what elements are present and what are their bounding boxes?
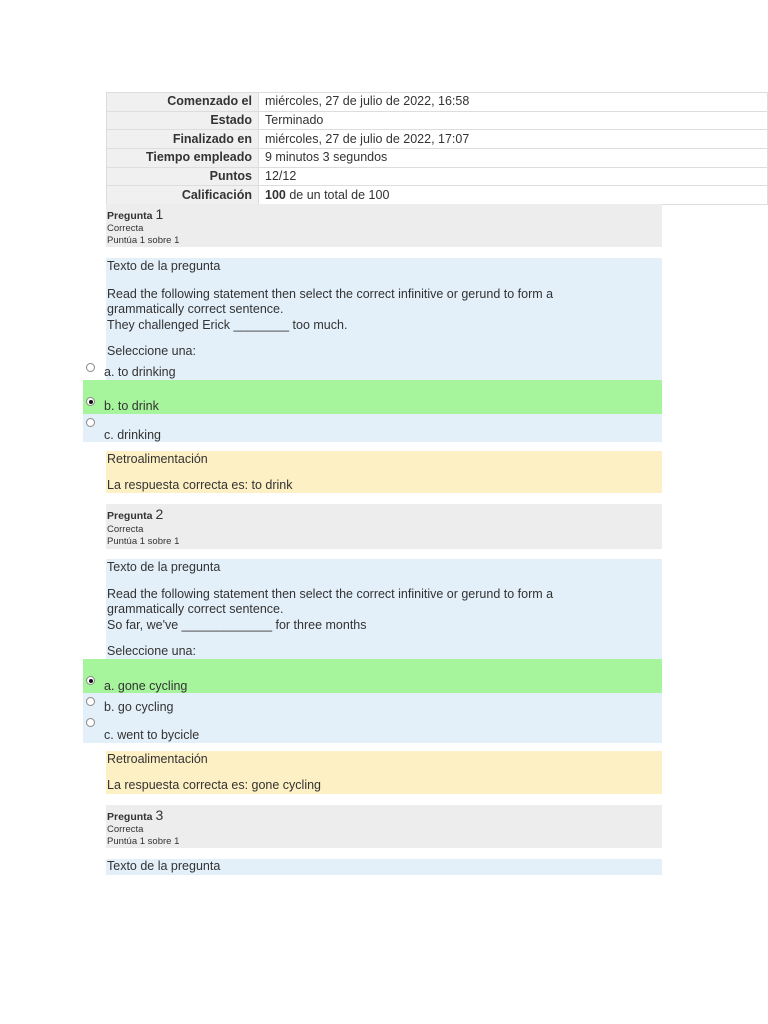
select-prompt: Seleccione una: <box>107 644 196 658</box>
select-prompt: Seleccione una: <box>107 344 196 358</box>
grade-value: 100 <box>265 187 286 202</box>
summary-value: 9 minutos 3 segundos <box>259 149 768 168</box>
summary-row <box>107 93 768 112</box>
question-score: Puntúa 1 sobre 1 <box>107 836 180 847</box>
question-label: Pregunta <box>107 811 153 823</box>
question-score: Puntúa 1 sobre 1 <box>107 235 180 246</box>
question-2-feedback <box>106 751 662 794</box>
option-row-selected[interactable] <box>83 380 662 414</box>
summary-value: 12/12 <box>259 167 768 186</box>
option-radio-a[interactable] <box>86 363 95 372</box>
summary-label: Estado <box>107 111 259 130</box>
question-text-heading: Texto de la pregunta <box>107 259 221 273</box>
summary-label: Calificación <box>107 186 259 205</box>
question-3-content <box>106 859 662 875</box>
option-label-a[interactable]: a. gone cycling <box>104 679 188 693</box>
question-number: 2 <box>155 506 164 522</box>
summary-value: Terminado <box>259 111 768 130</box>
question-statement: They challenged Erick ________ too much. <box>107 318 348 332</box>
summary-row <box>107 111 768 130</box>
question-number: 3 <box>155 807 164 823</box>
grade-total: de un total de 100 <box>285 187 390 202</box>
option-row <box>83 414 662 442</box>
question-number: 1 <box>155 206 164 222</box>
question-statement: Read the following statement then select the correct infinitive or gerund to form a <box>107 587 554 601</box>
question-3-info <box>106 805 662 848</box>
option-label-c[interactable]: c. went to bycicle <box>104 728 200 742</box>
option-label-a[interactable]: a. to drinking <box>104 365 176 379</box>
option-label-b[interactable]: b. go cycling <box>104 700 174 714</box>
question-2-info <box>106 504 662 549</box>
summary-value: miércoles, 27 de julio de 2022, 16:58 <box>259 93 768 112</box>
option-radio-b[interactable] <box>86 697 95 706</box>
summary-label: Tiempo empleado <box>107 149 259 168</box>
feedback-text: La respuesta correcta es: gone cycling <box>107 778 322 792</box>
question-statement: grammatically correct sentence. <box>107 302 284 316</box>
summary-label: Finalizado en <box>107 130 259 149</box>
summary-row <box>107 186 768 205</box>
question-score: Puntúa 1 sobre 1 <box>107 536 180 547</box>
feedback-text: La respuesta correcta es: to drink <box>107 478 293 492</box>
option-radio-c[interactable] <box>86 718 95 727</box>
question-label: Pregunta <box>107 510 153 522</box>
question-status: Correcta <box>107 524 144 535</box>
question-1-feedback <box>106 451 662 493</box>
summary-label: Comenzado el <box>107 93 259 112</box>
question-statement: grammatically correct sentence. <box>107 602 284 616</box>
question-1-content <box>106 258 662 380</box>
option-label-c[interactable]: c. drinking <box>104 428 161 442</box>
option-radio-b[interactable] <box>86 397 95 406</box>
feedback-heading: Retroalimentación <box>107 452 208 466</box>
summary-row <box>107 149 768 168</box>
question-statement: So far, we've _____________ for three months <box>107 618 367 632</box>
question-label: Pregunta <box>107 210 153 222</box>
summary-row <box>107 130 768 149</box>
option-radio-c[interactable] <box>86 418 95 427</box>
question-status: Correcta <box>107 223 144 234</box>
question-text-heading: Texto de la pregunta <box>107 859 221 873</box>
summary-label: Puntos <box>107 167 259 186</box>
summary-value: miércoles, 27 de julio de 2022, 17:07 <box>259 130 768 149</box>
quiz-summary-table <box>106 92 768 205</box>
option-radio-a[interactable] <box>86 676 95 685</box>
question-2-content <box>106 559 662 659</box>
feedback-heading: Retroalimentación <box>107 752 208 766</box>
summary-value <box>259 186 768 205</box>
question-status: Correcta <box>107 824 144 835</box>
question-1-info <box>106 204 662 247</box>
question-statement: Read the following statement then select the correct infinitive or gerund to form a <box>107 287 554 301</box>
option-label-b[interactable]: b. to drink <box>104 399 159 413</box>
summary-row <box>107 167 768 186</box>
question-text-heading: Texto de la pregunta <box>107 560 221 574</box>
